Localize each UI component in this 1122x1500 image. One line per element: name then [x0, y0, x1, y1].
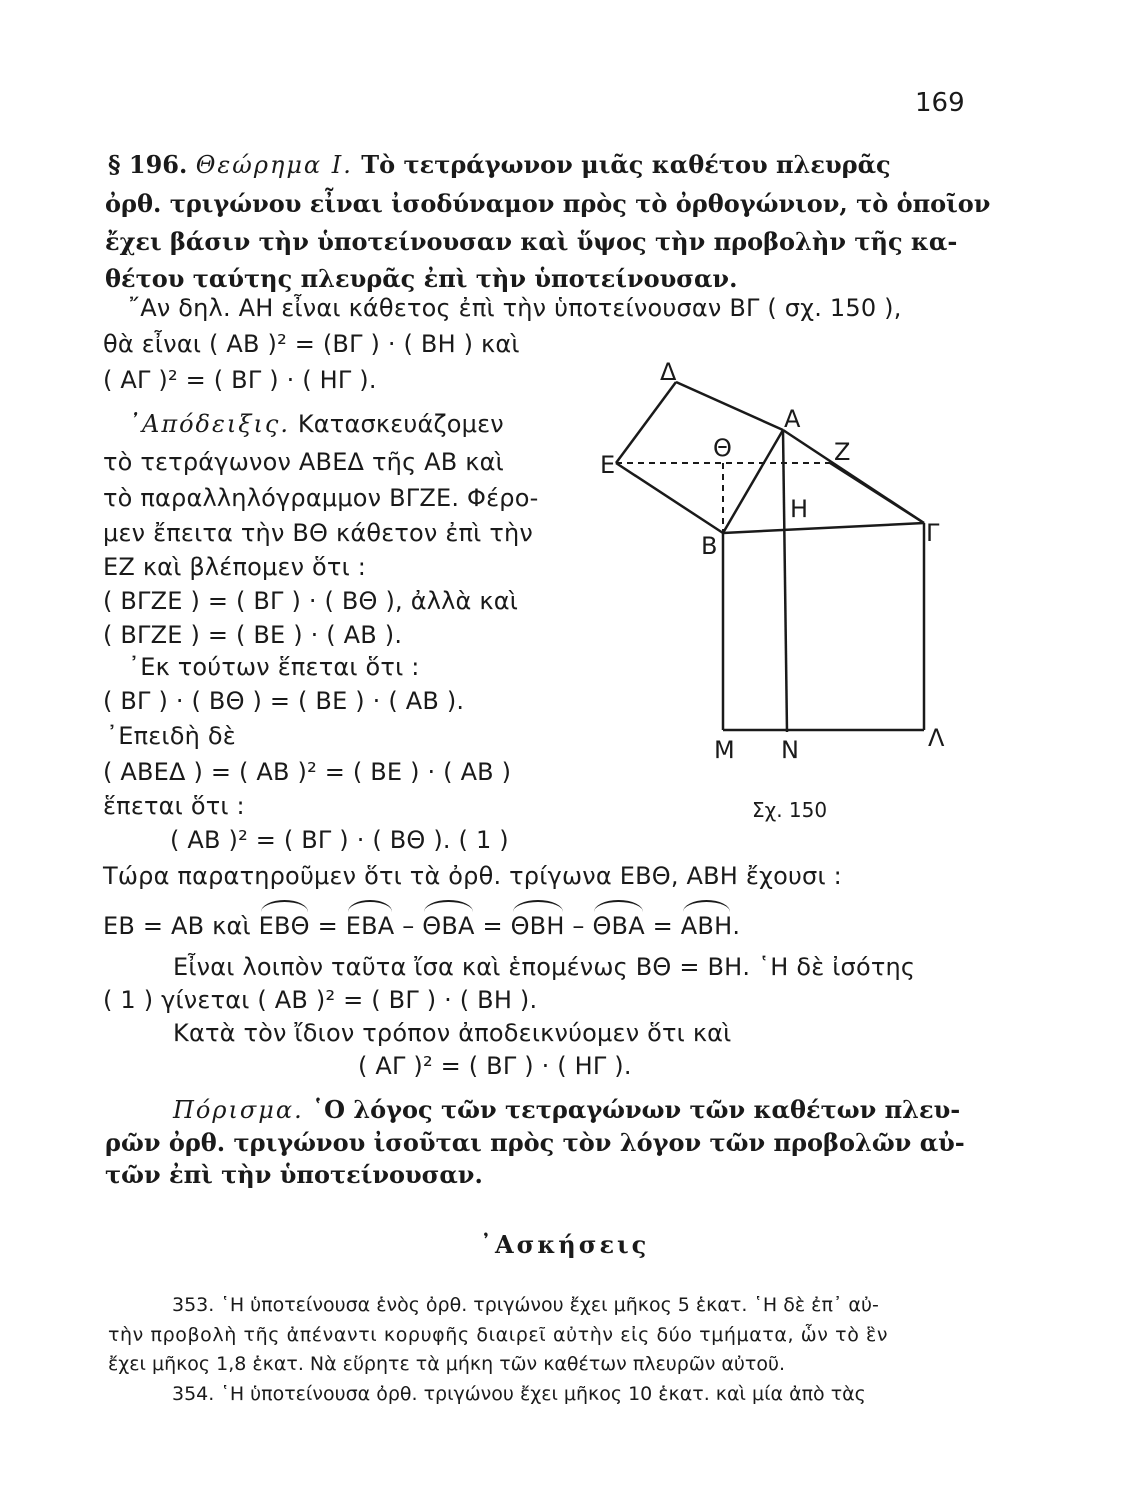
- theorem-line-3: ἔχει βάσιν τὴν ὑποτείνουσαν καὶ ὕψος τὴν προβολὴν τῆς κα-: [105, 227, 958, 256]
- segment-bg: [723, 523, 924, 533]
- label-z: Ζ: [834, 438, 851, 466]
- angles-end: .: [732, 912, 741, 940]
- statement-line-2: θὰ εἶναι ( ΑΒ )² = (ΒΓ ) · ( ΒΗ ) καὶ: [103, 330, 520, 358]
- statement-line-1: ῎Αν δηλ. ΑΗ εἶναι κάθετος ἐπὶ τὴν ὑποτείνουσαν ΒΓ ( σχ. 150 ),: [128, 294, 902, 322]
- segment-eb: [616, 463, 723, 533]
- label-b: Β: [701, 532, 718, 560]
- proof-first-text: Κατασκευάζομεν: [297, 410, 504, 438]
- label-m: Μ: [714, 736, 735, 764]
- statement-line-3: ( ΑΓ )² = ( ΒΓ ) · ( ΗΓ ).: [103, 366, 377, 394]
- angle-abh: ΑΒΗ: [680, 912, 733, 940]
- angles-text-a: ΕΒ = ΑΒ καὶ: [103, 912, 259, 940]
- closing-line-4: ( ΑΓ )² = ( ΒΓ ) · ( ΗΓ ).: [358, 1052, 632, 1080]
- label-e: Ε: [600, 451, 616, 479]
- proof-line-10: ( ΑΒΕΔ ) = ( ΑΒ )² = ( ΒΕ ) · ( ΑΒ ): [103, 758, 512, 786]
- label-a: Α: [784, 405, 801, 433]
- exercise-line-2: τὴν προβολὴ τῆς ἀπέναντι κορυφῆς διαιρεῖ αὐτὴν εἰς δύο τμήματα, ὧν τὸ ἓν: [108, 1324, 889, 1346]
- theorem-number: § 196.: [108, 150, 188, 179]
- label-h: Η: [790, 495, 809, 523]
- proof-line-12: ( ΑΒ )² = ( ΒΓ ) · ( ΒΘ ). ( 1 ): [170, 826, 509, 854]
- corollary-line-1: [173, 1095, 960, 1124]
- theorem-text-1: Τὸ τετράγωνον μιᾶς καθέτου πλευρᾶς: [361, 150, 891, 179]
- label-g: Γ: [926, 519, 940, 547]
- proof-line-7: ᾿Εκ τούτων ἕπεται ὅτι :: [128, 653, 420, 681]
- page-number: 169: [915, 88, 965, 118]
- proof-line-6: ( ΒΓΖΕ ) = ( ΒΕ ) · ( ΑΒ ).: [103, 621, 403, 649]
- segment-ba: [723, 430, 783, 533]
- angle-thbh: ΘΒΗ: [510, 912, 565, 940]
- angles-minus1: –: [394, 912, 423, 940]
- corollary-label: Πόρισμα.: [173, 1096, 304, 1124]
- angles-minus2: –: [564, 912, 593, 940]
- theorem-line-4: θέτου ταύτης πλευρᾶς ἐπὶ τὴν ὑποτείνουσαν.: [105, 264, 738, 293]
- exercise-line-4: 354. ῾Η ὑποτείνουσα ὀρθ. τριγώνου ἔχει μῆκος 10 ἑκατ. καὶ μία ἀπὸ τὰς: [172, 1383, 866, 1405]
- closing-line-3: Κατὰ τὸν ἴδιον τρόπον ἀποδεικνύομεν ὅτι καὶ: [173, 1019, 732, 1047]
- label-n: Ν: [781, 736, 799, 764]
- figure-caption: Σχ. 150: [752, 798, 828, 822]
- exercise-line-3: ἔχει μῆκος 1,8 ἑκατ. Νὰ εὕρητε τὰ μήκη τῶν καθέτων πλευρῶν αὐτοῦ.: [108, 1353, 786, 1375]
- closing-line-2: ( 1 ) γίνεται ( ΑΒ )² = ( ΒΓ ) · ( ΒΗ ).: [103, 986, 538, 1014]
- figure-150: [598, 360, 978, 830]
- segment-ahn: [783, 430, 787, 732]
- label-d: Δ: [660, 360, 677, 386]
- angles-line: [103, 912, 740, 940]
- label-l: Λ: [928, 724, 945, 752]
- theorem-line-2: ὀρθ. τριγώνου εἶναι ἰσοδύναμον πρὸς τὸ ὀρθογώνιον, τὸ ὁποῖον: [105, 189, 991, 218]
- exercise-line-1: 353. ῾Η ὑποτείνουσα ἑνὸς ὀρθ. τριγώνου ἔχει μῆκος 5 ἑκατ. ῾Η δὲ ἐπ᾿ αὐ-: [172, 1294, 879, 1316]
- proof-line-0: [128, 410, 504, 438]
- proof-line-5: ( ΒΓΖΕ ) = ( ΒΓ ) · ( ΒΘ ), ἀλλὰ καὶ: [103, 587, 519, 615]
- angle-eba: ΕΒΑ: [345, 912, 395, 940]
- angles-eq2: =: [474, 912, 511, 940]
- angle-ebth: ΕΒΘ: [258, 912, 310, 940]
- proof-line-1: τὸ τετράγωνον ΑΒΕΔ τῆς ΑΒ καὶ: [103, 448, 504, 476]
- angles-eq3: =: [644, 912, 681, 940]
- corollary-text-1: ῾Ο λόγος τῶν τετραγώνων τῶν καθέτων πλευ-: [312, 1095, 961, 1124]
- proof-line-13: Τώρα παρατηροῦμεν ὅτι τὰ ὀρθ. τρίγωνα ΕΒΘ, ΑΒΗ ἔχουσι :: [103, 862, 842, 890]
- angle-thba-2: ΘΒΑ: [592, 912, 645, 940]
- segment-da: [676, 382, 783, 430]
- proof-line-9: ᾿Επειδὴ δὲ: [106, 722, 236, 750]
- exercises-heading: ᾿Ασκήσεις: [480, 1230, 650, 1259]
- proof-label: ᾿Απόδειξις.: [128, 410, 290, 438]
- proof-line-4: ΕΖ καὶ βλέπομεν ὅτι :: [103, 553, 367, 581]
- theorem-line-1: [108, 150, 891, 179]
- proof-line-8: ( ΒΓ ) · ( ΒΘ ) = ( ΒΕ ) · ( ΑΒ ).: [103, 687, 465, 715]
- proof-line-3: μεν ἔπειτα τὴν ΒΘ κάθετον ἐπὶ τὴν: [103, 519, 533, 547]
- angle-thba-1: ΘΒΑ: [422, 912, 475, 940]
- theorem-label: Θεώρημα Ι.: [195, 151, 353, 179]
- corollary-line-2: ρῶν ὀρθ. τριγώνου ἰσοῦται πρὸς τὸν λόγον τῶν προβολῶν αὐ-: [105, 1128, 965, 1157]
- closing-line-1: Εἶναι λοιπὸν ταῦτα ἴσα καὶ ἑπομένως ΒΘ = ΒΗ. ῾Η δὲ ἰσότης: [173, 953, 916, 981]
- proof-line-11: ἕπεται ὅτι :: [103, 792, 245, 820]
- corollary-line-3: τῶν ἐπὶ τὴν ὑποτείνουσαν.: [105, 1160, 483, 1189]
- proof-line-2: τὸ παραλληλόγραμμον ΒΓΖΕ. Φέρο-: [103, 484, 539, 512]
- angles-eq1: =: [309, 912, 346, 940]
- segment-de: [616, 382, 676, 463]
- label-th: Θ: [713, 434, 732, 462]
- segment-zg: [830, 463, 924, 523]
